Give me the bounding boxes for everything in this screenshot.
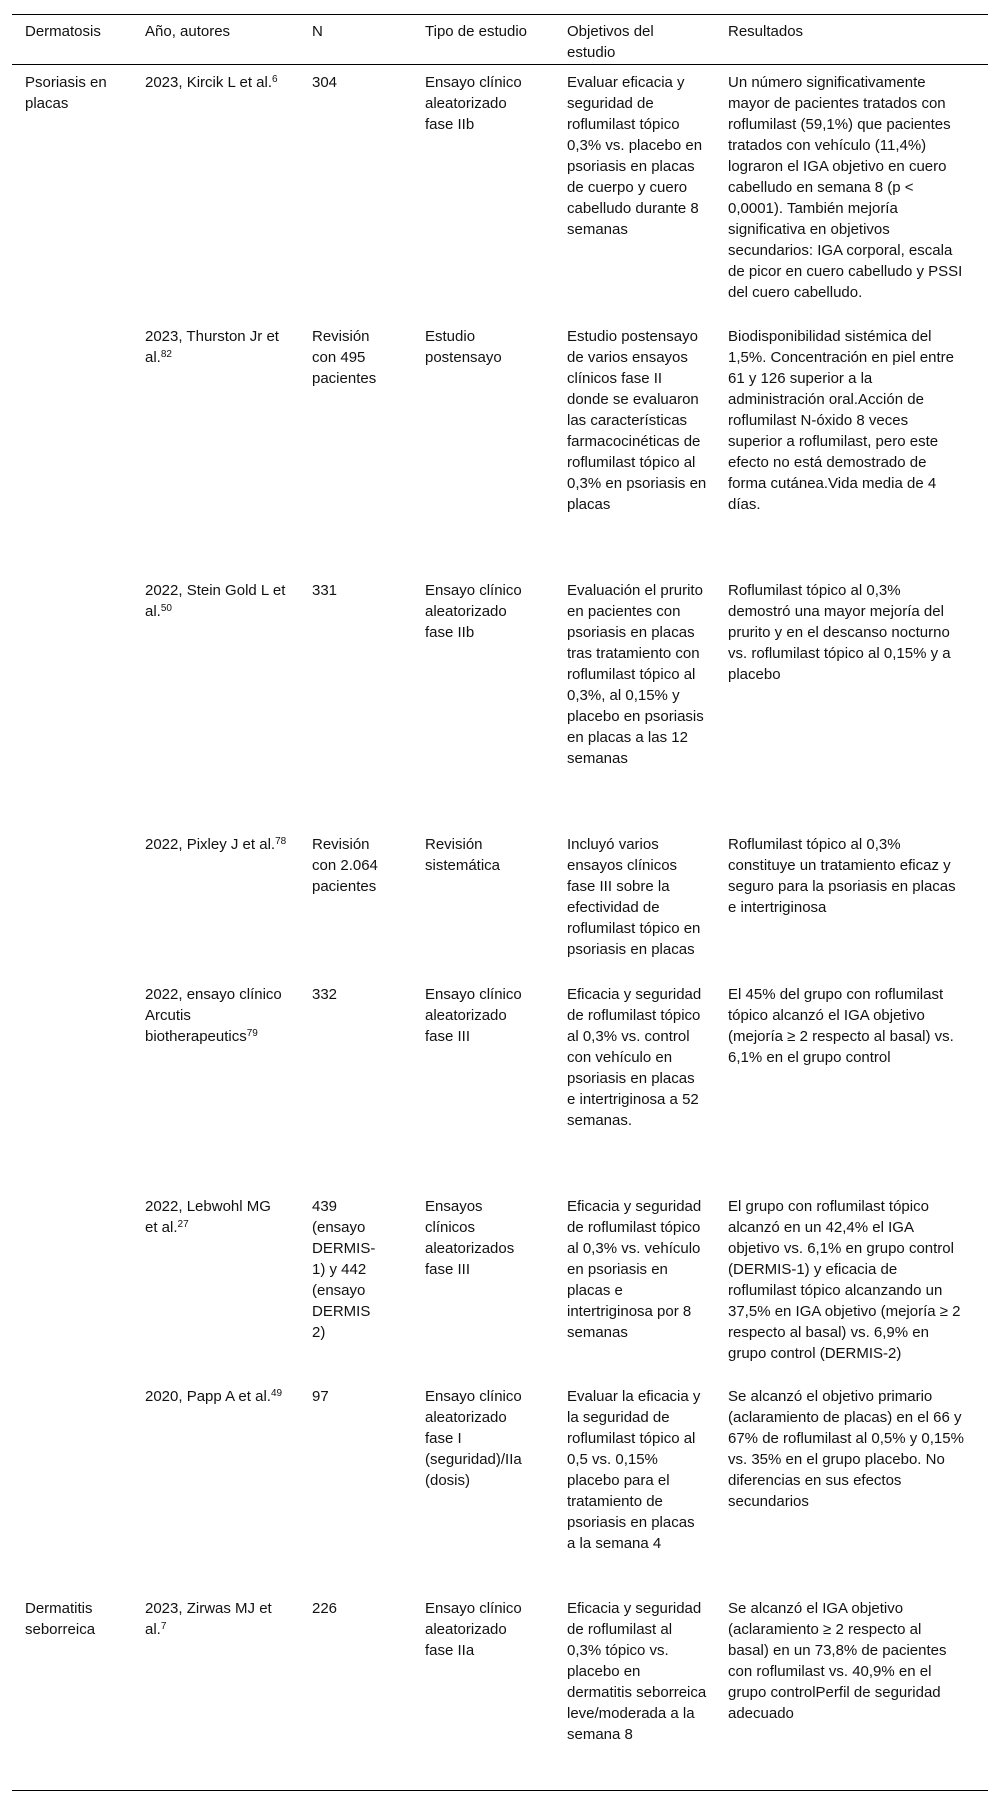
row-study-type: Ensayos clínicos aleatorizados fase III <box>425 1198 515 1278</box>
header-study-type: Tipo de estudio <box>425 23 528 40</box>
row-results: Biodisponibilidad sistémica del 1,5%. Concentración en piel entre 61 y 126 superior a la administración oral.Acción de roflumilast N-óxido 8 veces superior a roflumilast, pero este efecto no está demostrado de forma cutánea.Vida media de 4 días. <box>728 328 954 513</box>
row-results: El grupo con roflumilast tópico alcanzó en un 42,4% el IGA objetivo vs. 6,1% en grupo control (DERMIS-1) y eficacia de roflumilast tópico alcanzando un 37,5% en IGA objetivo (mejoría ≥ 2 respecto al basal) vs. 6,9% en grupo control (DERMIS-2) <box>728 1198 961 1362</box>
row-results: Roflumilast tópico al 0,3% constituye un tratamiento eficaz y seguro para la psoriasis en placas e intertriginosa <box>728 836 956 916</box>
row-authors: 2022, Pixley J et al.$^{78}$ <box>145 836 287 853</box>
row-results: Se alcanzó el objetivo primario (aclaramiento de placas) en el 66 y 67% de roflumilast al 0,5% y 0,15% vs. 35% en el grupo placebo. No diferencias en sus efectos secundarios <box>728 1388 964 1510</box>
row-study-type: Revisión sistemática <box>425 836 501 874</box>
row-objectives: Evaluación el prurito en pacientes con psoriasis en placas tras tratamiento con roflumilast tópico al 0,3%, al 0,15% y placebo en psoriasis en placas a las 12 semanas <box>567 582 704 767</box>
group-label: Psoriasis en placas <box>25 74 107 112</box>
header-objectives: Objetivos del estudio <box>567 23 654 61</box>
row-n: 332 <box>312 986 338 1003</box>
row-objectives: Evaluar eficacia y seguridad de roflumilast tópico 0,3% vs. placebo en psoriasis en placas de cuerpo y cuero cabelludo durante 8 semanas <box>567 74 703 238</box>
row-authors: 2023, Zirwas MJ et al.$^7$ <box>145 1600 272 1638</box>
row-study-type: Ensayo clínico aleatorizado fase I (seguridad)/IIa (dosis) <box>425 1388 522 1489</box>
row-results: Roflumilast tópico al 0,3% demostró una mayor mejoría del prurito y en el descanso nocturno vs. roflumilast tópico al 0,15% y a placebo <box>728 582 951 683</box>
reference-marker: 82 <box>160 349 172 360</box>
row-authors: 2020, Papp A et al.$^{49}$ <box>145 1388 283 1405</box>
header-rule <box>12 64 988 65</box>
row-objectives: Estudio postensayo de varios ensayos clínicos fase II donde se evaluaron las características farmacocinéticas de roflumilast tópico al 0,3% en psoriasis en placas <box>567 328 707 513</box>
table-bottom-rule <box>12 1790 988 1791</box>
reference-marker: 7 <box>160 1621 167 1632</box>
row-study-type: Ensayo clínico aleatorizado fase IIa <box>425 1600 522 1659</box>
row-n: 226 <box>312 1600 338 1617</box>
row-results: Un número significativamente mayor de pacientes tratados con roflumilast (59,1%) que pacientes tratados con vehículo (11,4%) lograron el IGA objetivo en cuero cabelludo en semana 8 (p < 0,0001). También mejoría significativa en objetivos secundarios: IGA corporal, escala de picor en cuero cabelludo y PSSI del cuero cabelludo. <box>728 74 963 301</box>
row-objectives: Eficacia y seguridad de roflumilast tópico al 0,3% vs. control con vehículo en psoriasis en placas e intertriginosa a 52 semanas. <box>567 986 702 1129</box>
row-n: 439 (ensayo DERMIS-1) y 442 (ensayo DERMIS 2) <box>312 1198 376 1341</box>
row-n: Revisión con 2.064 pacientes <box>312 836 378 895</box>
reference-marker: 50 <box>160 603 172 614</box>
header-results: Resultados <box>728 23 804 40</box>
row-results: Se alcanzó el IGA objetivo (aclaramiento ≥ 2 respecto al basal) en un 73,8% de pacientes con roflumilast vs. 40,9% en el grupo controlPerfil de seguridad adecuado <box>728 1600 947 1722</box>
row-study-type: Ensayo clínico aleatorizado fase IIb <box>425 582 522 641</box>
row-authors: 2022, ensayo clínico Arcutis biotherapeutics$^{79}$ <box>145 986 282 1045</box>
reference-marker: 79 <box>246 1028 258 1039</box>
row-study-type: Ensayo clínico aleatorizado fase III <box>425 986 522 1045</box>
header-dermatosis: Dermatosis <box>25 23 101 40</box>
row-study-type: Ensayo clínico aleatorizado fase IIb <box>425 74 522 133</box>
row-objectives: Eficacia y seguridad de roflumilast tópico al 0,3% vs. vehículo en psoriasis en placas e intertriginosa por 8 semanas <box>567 1198 702 1341</box>
row-objectives: Evaluar la eficacia y la seguridad de roflumilast tópico al 0,5 vs. 0,15% placebo para el tratamiento de psoriasis en placas a la semana 4 <box>567 1388 701 1552</box>
row-authors: 2023, Kircik L et al.$^6$ <box>145 74 278 91</box>
header-year-authors: Año, autores <box>145 23 231 40</box>
header-n: N <box>312 23 323 40</box>
row-authors: 2022, Stein Gold L et al.$^{50}$ <box>145 582 286 620</box>
row-authors: 2022, Lebwohl MG et al.$^{27}$ <box>145 1198 271 1236</box>
row-objectives: Incluyó varios ensayos clínicos fase III sobre la efectividad de roflumilast tópico en psoriasis en placas <box>567 836 701 958</box>
row-authors: 2023, Thurston Jr et al.$^{82}$ <box>145 328 279 366</box>
row-n: 331 <box>312 582 338 599</box>
row-objectives: Eficacia y seguridad de roflumilast al 0,3% tópico vs. placebo en dermatitis seborreica leve/moderada a la semana 8 <box>567 1600 707 1743</box>
row-n: 97 <box>312 1388 329 1405</box>
row-study-type: Estudio postensayo <box>425 328 502 366</box>
reference-marker: 49 <box>270 1388 283 1399</box>
group-label: Dermatitis seborreica <box>25 1600 96 1638</box>
row-n: Revisión con 495 pacientes <box>312 328 377 387</box>
row-n: 304 <box>312 74 338 91</box>
row-results: El 45% del grupo con roflumilast tópico alcanzó el IGA objetivo (mejoría ≥ 2 respecto al basal) vs. 6,1% en el grupo control <box>728 986 954 1066</box>
reference-marker: 78 <box>275 836 287 847</box>
reference-marker: 6 <box>272 74 278 85</box>
table-top-rule <box>12 14 988 15</box>
reference-marker: 27 <box>177 1219 189 1230</box>
